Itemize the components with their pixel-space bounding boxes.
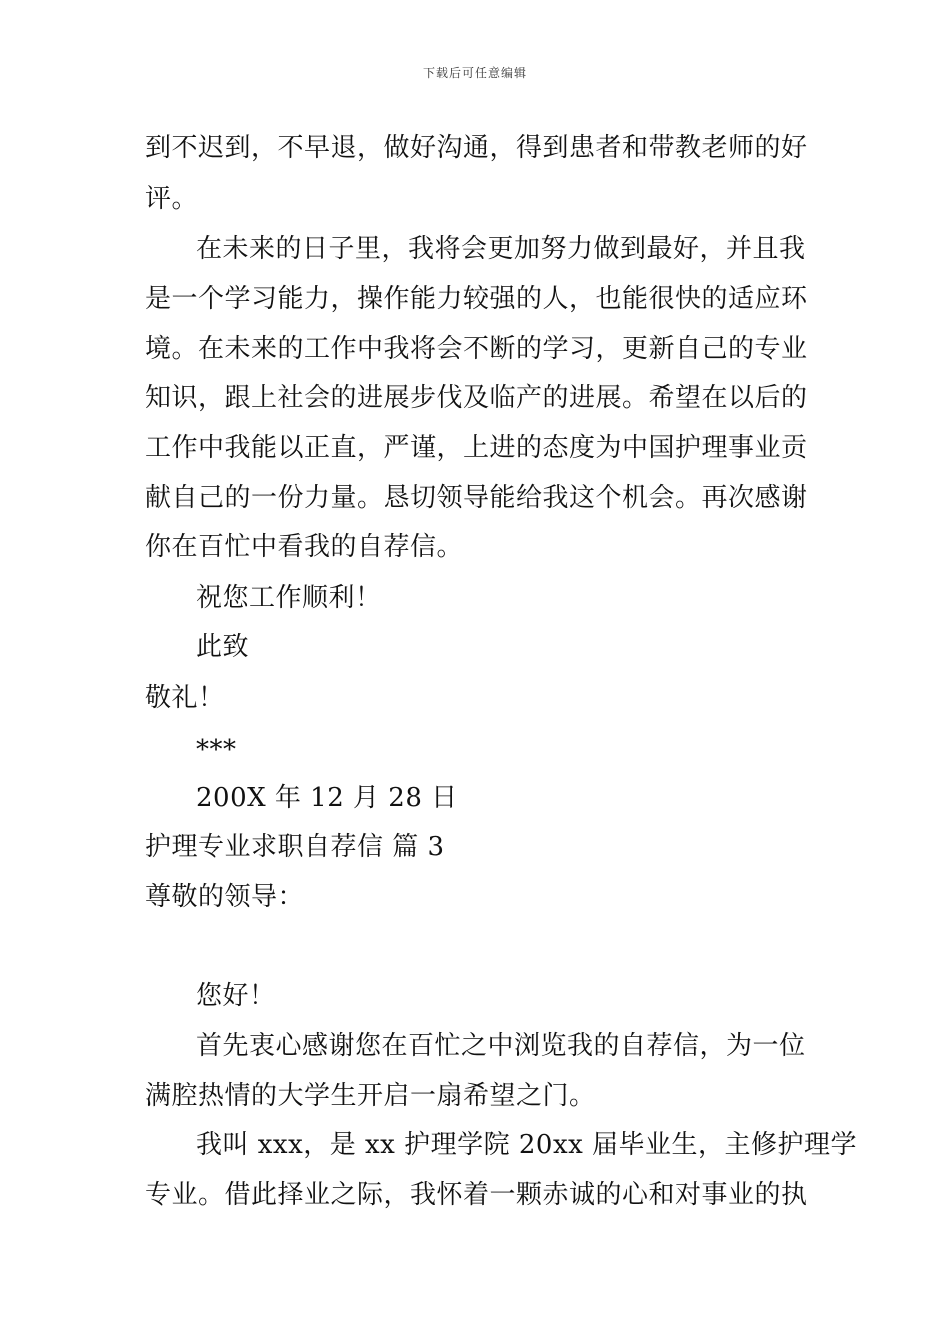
body-text-line: 我叫 xxx，是 xx 护理学院 20xx 届毕业生，主修护理学 xyxy=(196,1130,858,1160)
body-text-line: 在未来的日子里，我将会更加努力做到最好，并且我 xyxy=(196,234,806,264)
greeting-line: 尊敬的领导： xyxy=(145,882,305,912)
body-text-line: 境。在未来的工作中我将会不断的学习，更新自己的专业 xyxy=(145,334,808,364)
letter-date: 200X 年 12 月 28 日 xyxy=(196,783,458,813)
body-text-line: 评。 xyxy=(145,184,199,214)
greeting-line: 您好！ xyxy=(196,981,276,1011)
body-text-line: 献自己的一份力量。恳切领导能给我这个机会。再次感谢 xyxy=(145,483,808,513)
page-header: 下载后可任意编辑 xyxy=(422,66,527,80)
body-text-line: 是一个学习能力，操作能力较强的人，也能很快的适应环 xyxy=(145,284,808,314)
body-text-line: 知识，跟上社会的进展步伐及临产的进展。希望在以后的 xyxy=(145,383,808,413)
body-text-line: 专业。借此择业之际，我怀着一颗赤诚的心和对事业的执 xyxy=(145,1180,808,1210)
body-text-line: 到不迟到，不早退，做好沟通，得到患者和带教老师的好 xyxy=(145,133,808,163)
closing-salutation: 此致 xyxy=(196,632,250,662)
body-text-line: 满腔热情的大学生开启一扇希望之门。 xyxy=(145,1081,596,1111)
body-text-line: 首先衷心感谢您在百忙之中浏览我的自荐信，为一位 xyxy=(196,1031,806,1061)
body-text-line: 工作中我能以正直，严谨，上进的态度为中国护理事业贡 xyxy=(145,433,808,463)
closing-wish: 祝您工作顺利！ xyxy=(196,583,382,613)
body-text-line: 你在百忙中看我的自荐信。 xyxy=(145,532,464,562)
closing-salutation: 敬礼！ xyxy=(145,683,225,713)
signature: *** xyxy=(196,735,237,765)
section-title: 护理专业求职自荐信 篇 3 xyxy=(145,832,445,862)
